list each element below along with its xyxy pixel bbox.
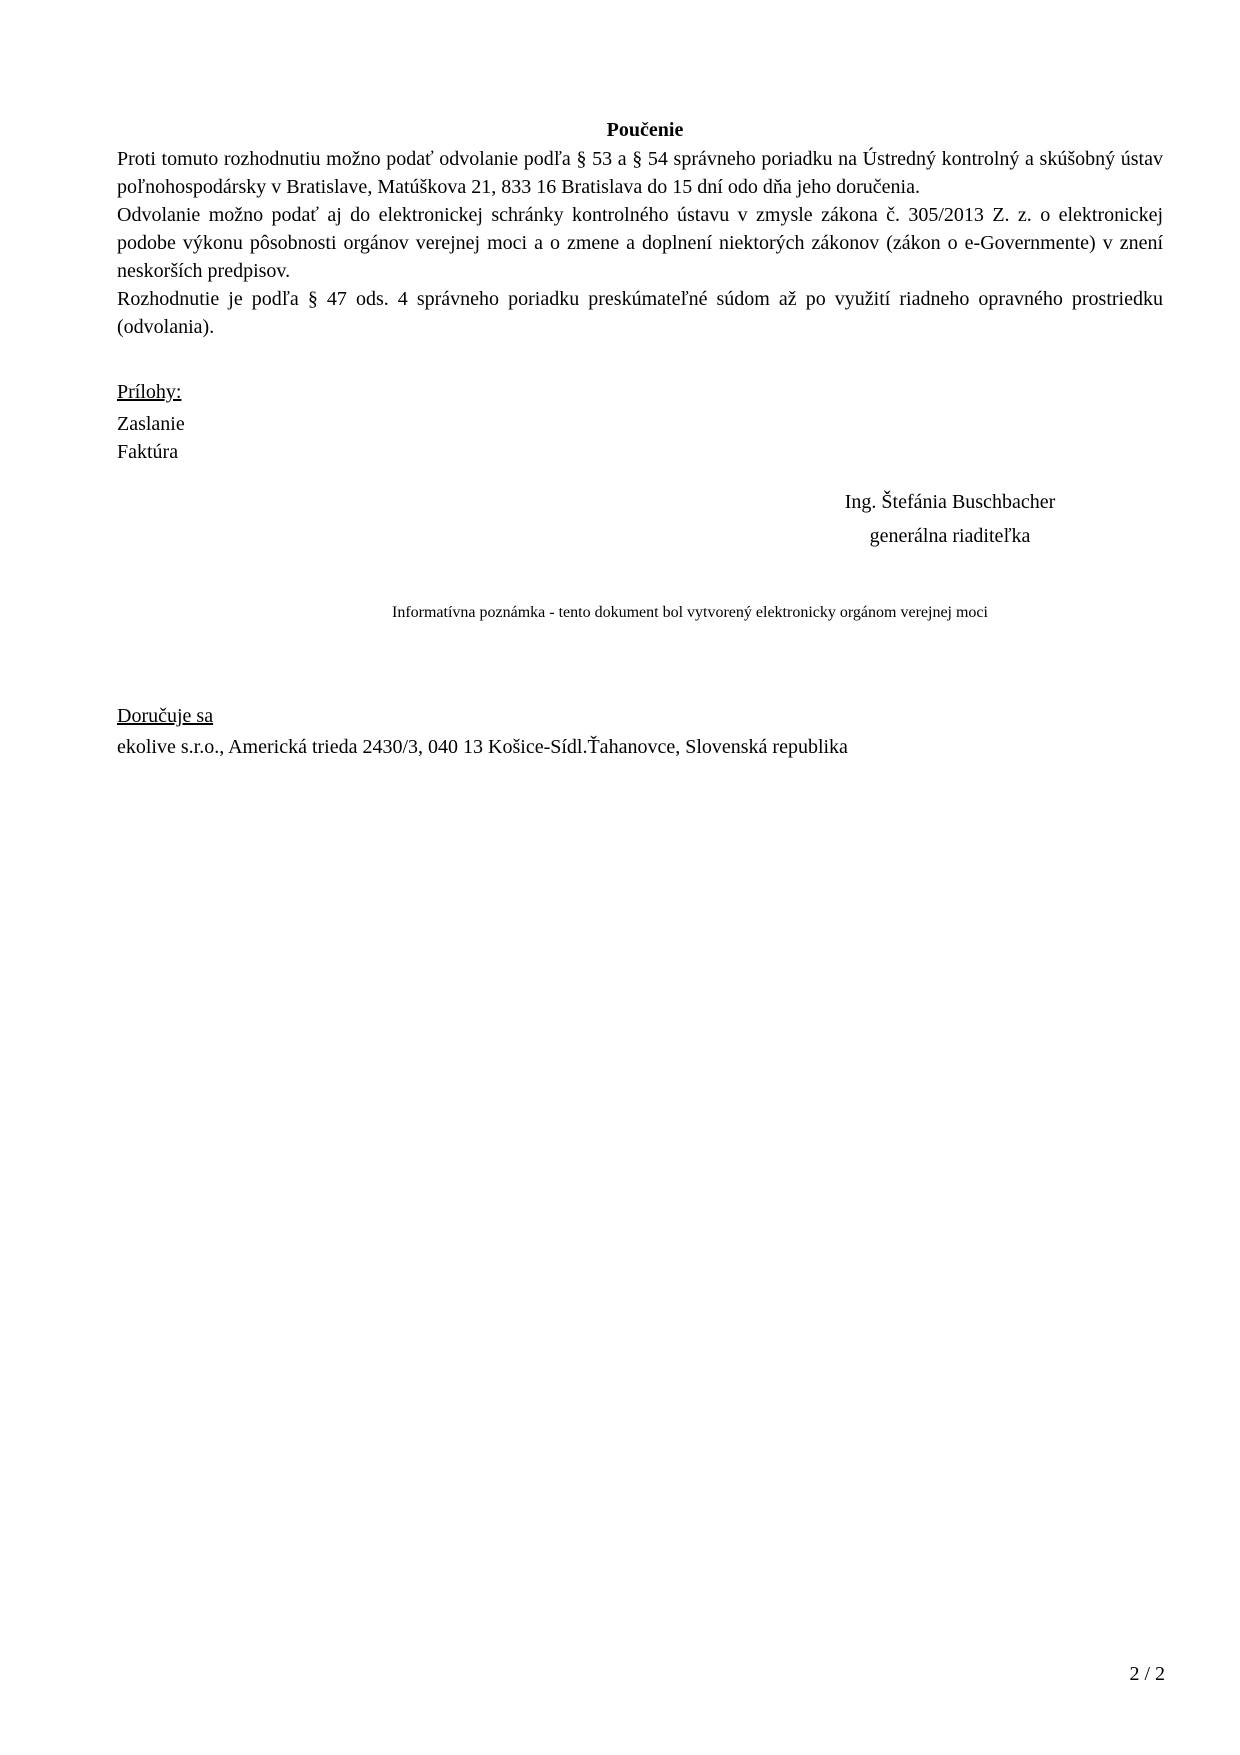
attachment-item: Faktúra [117, 441, 179, 463]
signatory-name: Ing. Štefánia Buschbacher [844, 491, 1056, 513]
page-number: 2 / 2 [1129, 1663, 1165, 1685]
informative-note: Informatívna poznámka - tento dokument bol vytvorený elektronicky orgánom verejnej moci [392, 604, 988, 621]
signatory-role: generálna riaditeľka [869, 525, 1031, 547]
delivery-address: ekolive s.r.o., Americká trieda 2430/3, 040 13 Košice-Sídl.Ťahanovce, Slovenská republika [117, 736, 848, 758]
electronic-appeal-paragraph: Odvolanie možno podať aj do elektronickej schránky kontrolného ústavu v zmysle zákona č. 305/2013 Z. z. o elektronickej podobe výkonu pôsobnosti orgánov verejnej moci a o zmene a doplnení niektorých zákonov (zákon o e-Governmente) v znení neskorších predpisov. [117, 204, 1163, 282]
attachments-list [117, 410, 185, 466]
attachments-label: Prílohy: [117, 381, 182, 403]
court-review-paragraph: Rozhodnutie je podľa § 47 ods. 4 správneho poriadku preskúmateľné súdom až po využití riadneho opravného prostriedku (odvolania). [117, 288, 1163, 338]
appeal-paragraph: Proti tomuto rozhodnutiu možno podať odvolanie podľa § 53 a § 54 správneho poriadku na Ústredný kontrolný a skúšobný ústav poľnohospodársky v Bratislave, Matúškova 21, 833 16 Bratislava do 15 dní odo dňa jeho doručenia. [117, 148, 1163, 198]
section-heading: Poučenie [606, 119, 684, 141]
attachment-item: Zaslanie [117, 413, 185, 435]
delivery-label: Doručuje sa [117, 705, 214, 727]
